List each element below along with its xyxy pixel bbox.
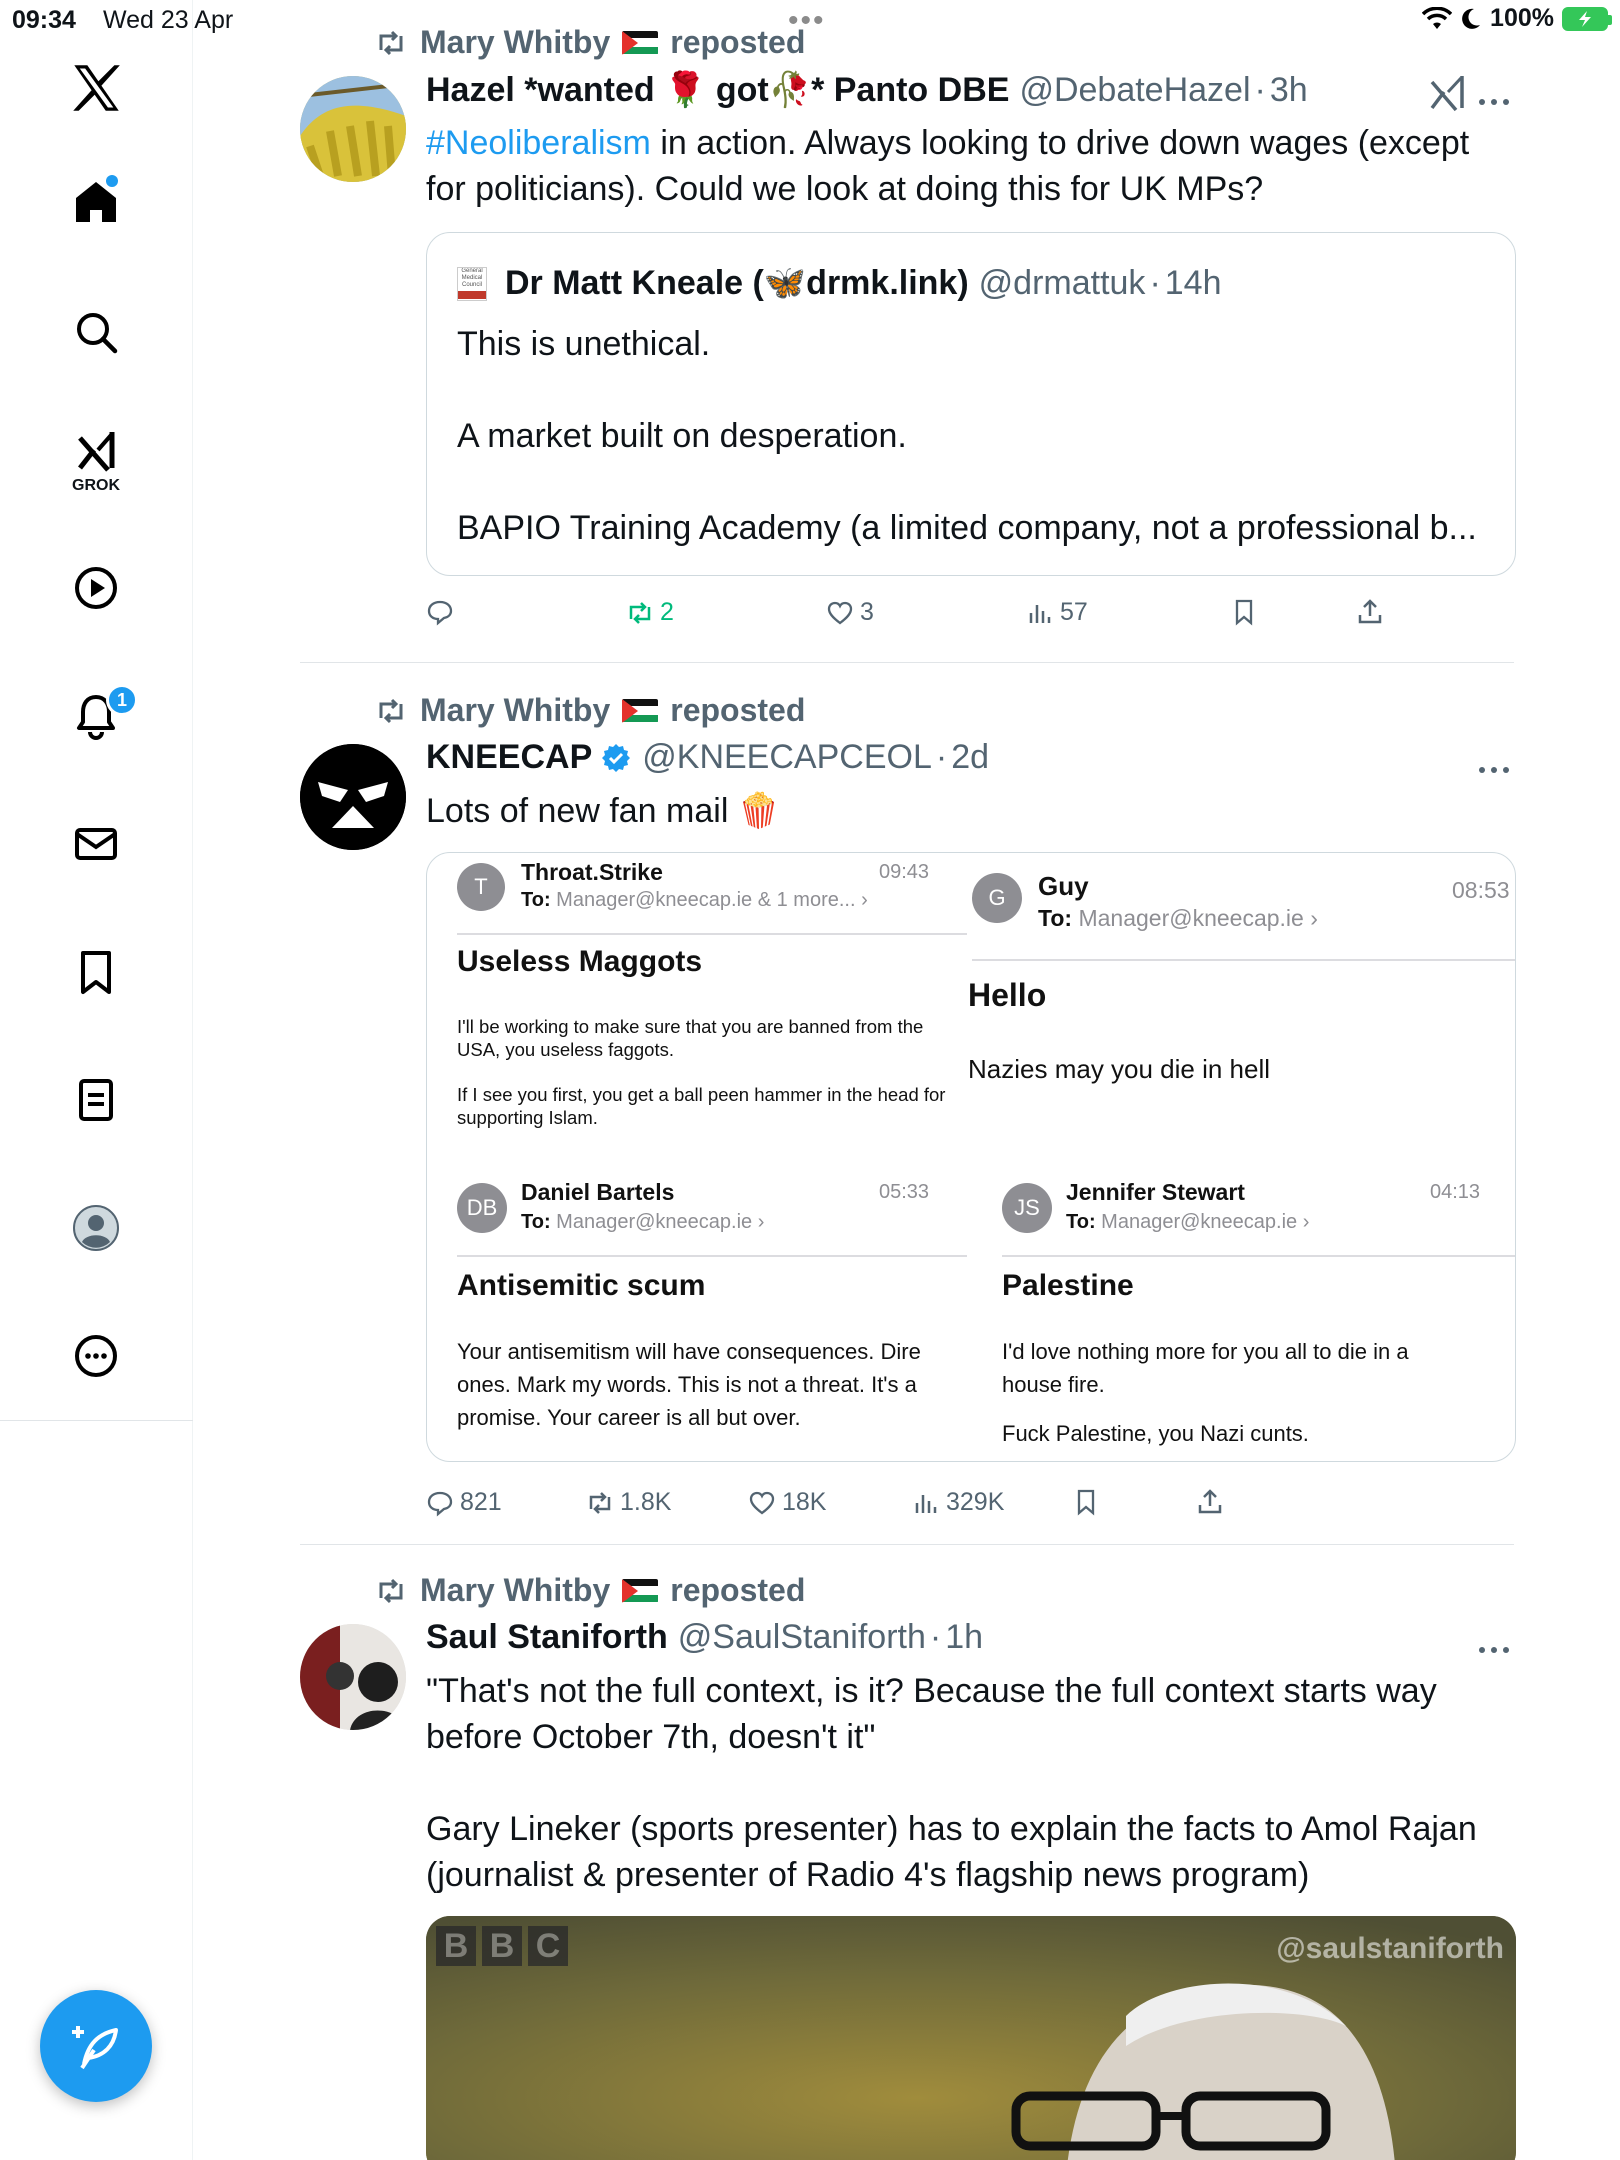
post-kneecap[interactable] [300,688,1514,1548]
post-text: Lots of new fan mail 🍿 [426,792,781,830]
share-icon [1356,598,1384,626]
post-timestamp[interactable]: 2d [951,738,990,776]
grok-label: GROK [72,477,120,494]
post-separator [300,662,1514,663]
email-card-throat-strike [427,853,967,1163]
email-recipient: To: Manager@kneecap.ie › [521,1211,765,1233]
email-sender-name: Throat.Strike [521,859,663,885]
email-time: 09:43 [879,861,930,883]
grok-icon[interactable] [62,418,130,486]
repost-count: 2 [660,598,674,626]
reply-icon [426,598,454,626]
views-chart-icon [912,1489,940,1517]
post-hazel[interactable] [300,20,1514,660]
like-count: 3 [860,598,874,626]
bbc-logo-letter: B [436,1926,476,1966]
post-timestamp[interactable]: 3h [1269,70,1308,109]
email-card-guy [968,853,1516,1163]
video-play-icon[interactable] [62,554,130,622]
search-icon[interactable] [62,298,130,366]
email-body: I'd love nothing more for you all to die in a house fire. [1002,1339,1409,1397]
email-body: Fuck Palestine, you Nazi cunts. [1002,1421,1309,1446]
email-card-daniel-bartels [427,1163,967,1462]
messages-envelope-icon[interactable] [62,810,130,878]
quote-text-line2: A market built on desperation. [457,417,907,455]
heart-icon [826,599,854,627]
compose-feather-icon [68,2018,124,2074]
email-time: 08:53 [1452,877,1510,903]
hashtag-link[interactable]: #Neoliberalism [426,124,651,162]
compose-post-button[interactable] [40,1990,152,2102]
like-count: 18K [782,1488,827,1516]
repost-button[interactable] [626,598,674,627]
repost-icon [374,26,408,60]
multitasking-dots-icon[interactable]: ••• [788,4,826,37]
email-card-jennifer-stewart [972,1163,1516,1462]
quote-text-line1: This is unethical. [457,325,711,363]
reposter-name[interactable]: Mary Whitby [420,1572,611,1608]
repost-icon [374,1574,408,1608]
views-button[interactable] [1026,598,1088,627]
bbc-logo [436,1926,568,1966]
reposter-name[interactable]: Mary Whitby [420,24,611,60]
share-button[interactable] [1196,1488,1224,1516]
email-sender-avatar: DB [457,1183,507,1233]
sidebar-nav [0,0,193,2160]
author-handle[interactable]: @SaulStaniforth [677,1618,926,1656]
reply-button[interactable] [426,598,460,626]
quote-text-line3: BAPIO Training Academy (a limited company, not a professional b... [457,509,1477,547]
post-actions [426,598,1426,638]
verified-badge-icon [600,742,632,774]
lists-icon[interactable] [62,1066,130,1134]
palestine-flag-icon [622,1579,658,1603]
quote-author-line: Dr Matt Kneale (🦋drmk.link) @drmattuk · 14h [505,263,1222,302]
author-line: KNEECAP @KNEECAPCEOL · 2d [426,738,990,776]
grok-explain-icon[interactable] [1428,74,1468,114]
heart-icon [748,1489,776,1517]
author-display-name[interactable]: Hazel *wanted 🌹 got🥀* Panto DBE [426,71,1010,109]
profile-avatar-icon[interactable] [62,1194,130,1262]
email-body: Nazies may you die in hell [968,1054,1271,1084]
palestine-flag-icon [622,31,658,55]
wilted-rose-emoji-icon: 🥀 [768,71,812,109]
quote-timestamp[interactable]: 14h [1164,263,1222,302]
author-line: Saul Staniforth @SaulStaniforth · 1h [426,1618,984,1656]
email-time: 05:33 [879,1181,930,1203]
views-button[interactable] [912,1488,1004,1517]
bbc-logo-letter: C [528,1926,568,1966]
battery-percent: 100% [1490,4,1554,32]
battery-icon [1562,7,1608,31]
post-timestamp[interactable]: 1h [945,1618,984,1656]
author-avatar[interactable] [300,76,406,182]
email-time: 04:13 [1430,1181,1481,1203]
reposted-label: reposted [670,692,806,728]
email-sender-name: Guy [1038,871,1089,901]
repost-indicator [374,692,805,729]
post-separator [300,1544,1514,1545]
repost-indicator [374,24,805,61]
more-options-icon[interactable] [62,1322,130,1390]
home-unread-dot [106,175,118,187]
bookmark-icon [1072,1488,1100,1516]
bookmark-button[interactable] [1230,598,1258,626]
reply-button[interactable] [426,1488,502,1517]
reply-count: 821 [460,1488,502,1516]
author-handle[interactable]: @DebateHazel [1019,70,1251,109]
repost-icon [374,694,408,728]
views-count: 329K [946,1488,1005,1516]
repost-button[interactable] [586,1488,671,1517]
x-logo-icon[interactable] [62,54,130,122]
share-button[interactable] [1356,598,1384,626]
dot-separator: · [1254,70,1266,109]
post-more-icon[interactable] [1474,1640,1514,1660]
repost-icon [586,1489,614,1517]
post-media-image[interactable] [426,852,1516,1462]
email-subject: Antisemitic scum [457,1269,706,1302]
palestine-flag-icon [622,699,658,723]
post-text-description: Gary Lineker (sports presenter) has to explain the facts to Amol Rajan (journalist & presenter of Radio 4's flagship news program) [426,1810,1477,1894]
bookmark-button[interactable] [1072,1488,1100,1516]
sidebar-divider [0,1420,193,1421]
author-display-name[interactable]: Saul Staniforth [426,1618,668,1656]
bookmarks-icon[interactable] [62,938,130,1006]
post-actions [426,1488,1426,1528]
post-text-quote: "That's not the full context, is it? Because the full context starts way before October 7th, doesn't it" [426,1672,1437,1756]
status-date: Wed 23 Apr [103,6,234,34]
author-line [426,70,1308,110]
views-chart-icon [1026,599,1054,627]
email-sender-avatar: T [457,863,505,911]
email-sender-name: Jennifer Stewart [1066,1179,1245,1205]
email-recipient: To: Manager@kneecap.ie › [1038,905,1318,931]
quote-author-avatar[interactable]: General Medical Council [457,267,487,301]
email-body: I'll be working to make sure that you are banned from the USA, you useless faggots. [457,1016,924,1060]
email-sender-name: Daniel Bartels [521,1179,675,1205]
repost-indicator [374,1572,805,1609]
quote-author-name[interactable]: Dr Matt Kneale (🦋drmk.link) [505,264,969,302]
post-more-icon[interactable] [1474,92,1514,112]
home-icon[interactable] [62,168,130,236]
author-display-name[interactable]: KNEECAP [426,738,593,776]
author-handle[interactable]: @KNEECAPCEOL [642,738,932,776]
reply-icon [426,1489,454,1517]
post-video-media[interactable] [426,1916,1516,2160]
notification-count-badge: 1 [106,684,138,716]
author-avatar[interactable] [300,744,406,850]
email-subject: Useless Maggots [457,945,703,978]
reposted-label: reposted [670,1572,806,1608]
author-avatar[interactable] [300,1624,406,1730]
like-button[interactable] [826,598,874,627]
post-saul-staniforth[interactable] [300,1568,1514,2160]
like-button[interactable] [748,1488,826,1517]
repost-count: 1.8K [620,1488,672,1516]
email-recipient: To: Manager@kneecap.ie › [1066,1211,1310,1233]
post-more-icon[interactable] [1474,760,1514,780]
popcorn-emoji-icon: 🍿 [737,792,781,830]
email-body: If I see you first, you get a ball peen hammer in the head for supporting Islam. [457,1084,946,1128]
email-sender-avatar: JS [1002,1183,1052,1233]
quoted-post-card[interactable] [426,232,1516,576]
butterfly-emoji-icon: 🦋 [763,264,807,302]
status-time: 09:34 [12,6,76,34]
email-sender-avatar: G [972,873,1022,923]
email-subject: Palestine [1002,1269,1134,1302]
email-recipient: To: Manager@kneecap.ie & 1 more... › [521,889,868,911]
rose-emoji-icon: 🌹 [664,71,707,109]
views-count: 57 [1060,598,1088,626]
email-subject: Hello [968,977,1047,1013]
video-watermark: @saulstaniforth [1276,1932,1504,1965]
quote-author-handle[interactable]: @drmattuk [978,263,1146,302]
post-text: #Neoliberalism in action. Always looking to drive down wages (except for politicians). Could we look at doing this for UK MPs? [426,124,1470,208]
bbc-logo-letter: B [482,1926,522,1966]
share-icon [1196,1488,1224,1516]
reposter-name[interactable]: Mary Whitby [420,692,611,728]
repost-icon [626,599,654,627]
email-body: Your antisemitism will have consequences. Dire ones. Mark my words. This is not a threat. It's a promise. Your career is all but over. [457,1339,921,1430]
bookmark-icon [1230,598,1258,626]
reposted-label: reposted [670,24,806,60]
